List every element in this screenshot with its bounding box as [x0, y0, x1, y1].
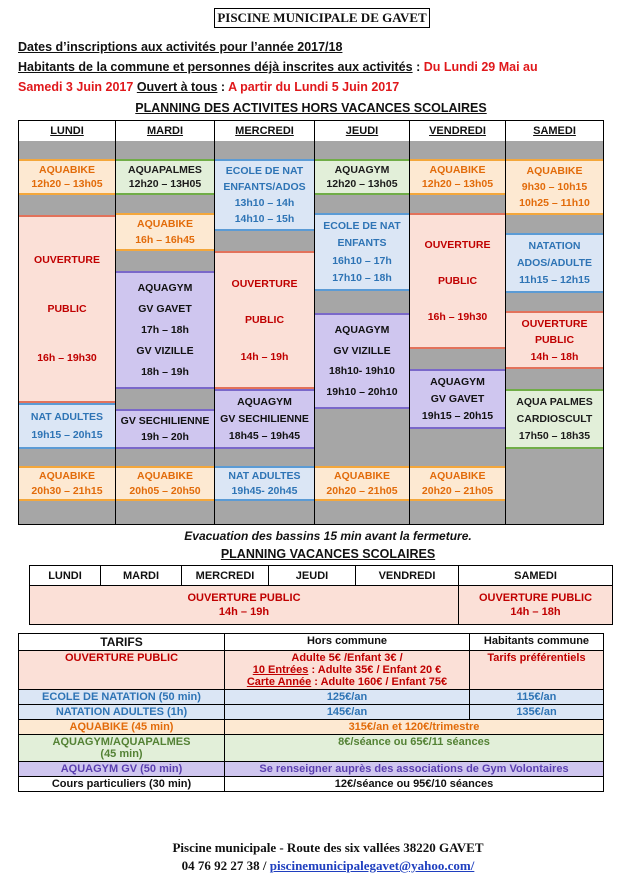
day-column-mardi: [116, 121, 215, 524]
activity-block: [19, 215, 115, 403]
closed-slot: [410, 349, 505, 369]
closed-slot: [19, 501, 115, 524]
tarif-label: ECOLE DE NATATION (50 min): [19, 690, 225, 705]
activity-text: PUBLIC: [244, 314, 285, 326]
activity-block: [215, 466, 314, 501]
tarif-label: Cours particuliers (30 min): [19, 777, 225, 792]
activity-text: ECOLE DE NAT: [225, 165, 304, 177]
activity-text: 14h – 19h: [240, 350, 289, 363]
day-header-vendredi: VENDREDI: [410, 121, 505, 142]
activity-text: AQUABIKE: [38, 163, 95, 176]
tarif-row: [19, 690, 604, 705]
activity-text: 19h10 – 20h10: [326, 386, 398, 399]
activity-block: [410, 466, 505, 501]
activity-block: [506, 311, 603, 369]
activity-text: NAT ADULTES: [228, 470, 301, 483]
day-header-lundi: LUNDI: [19, 121, 115, 142]
closed-slot: [315, 195, 409, 213]
activity-block: [19, 159, 115, 195]
activity-text: ECOLE DE NAT: [323, 220, 401, 233]
activity-text: AQUABIKE: [136, 218, 193, 231]
tarif-hors-commune: 145€/an: [225, 705, 470, 720]
closed-slot: [506, 293, 603, 311]
activity-block: [116, 466, 214, 501]
activity-text: 17h10 – 18h: [332, 271, 392, 284]
day-header-jeudi: JEUDI: [315, 121, 409, 142]
closed-slot: [410, 141, 505, 159]
tarif-label: AQUAGYM/AQUAPALMES (45 min): [19, 735, 225, 762]
activity-block: [116, 409, 214, 449]
day-column-samedi: [506, 121, 603, 524]
vac-day-samedi: SAMEDI: [459, 566, 613, 586]
activity-text: AQUABIKE: [38, 470, 95, 483]
activity-text: PUBLIC: [534, 334, 575, 346]
hors-commune-header: Hors commune: [225, 634, 470, 651]
activity-text: ENFANTS: [337, 237, 387, 250]
tarifs-header: TARIFS: [19, 634, 225, 651]
activity-block: [315, 466, 409, 501]
closed-slot: [315, 141, 409, 159]
activity-text: 16h – 19h30: [37, 352, 97, 364]
vacances-table: [29, 565, 613, 625]
activity-text: GV VIZILLE: [333, 344, 391, 357]
activity-block: [215, 251, 314, 389]
activity-text: AQUABIKE: [429, 163, 486, 176]
closed-slot: [506, 449, 603, 466]
tarif-hors-commune: 125€/an: [225, 690, 470, 705]
closed-slot: [19, 195, 115, 209]
activity-text: AQUAGYM: [334, 323, 390, 336]
activity-text: 19h – 20h: [141, 431, 189, 443]
activity-text: PUBLIC: [47, 303, 87, 315]
email-link[interactable]: piscinemunicipalegavet@yahoo.com/: [269, 858, 475, 873]
closed-slot: [215, 501, 314, 524]
closed-slot: [315, 409, 409, 466]
activity-block: [315, 159, 409, 195]
activity-text: NATATION: [528, 240, 581, 252]
activity-text: 17h50 – 18h35: [518, 430, 591, 442]
footer-contact: 04 76 92 27 38 / piscinemunicipalegavet@yahoo.com/: [181, 858, 475, 873]
vac-day-jeudi: JEUDI: [269, 566, 356, 586]
activity-block: [19, 466, 115, 501]
activity-text: 19h15 – 20h15: [31, 429, 103, 441]
activity-text: 20h05 – 20h50: [129, 484, 201, 497]
closed-slot: [19, 449, 115, 466]
tarif-habitants: Tarifs préférentiels: [470, 651, 604, 690]
tarif-row: [19, 777, 604, 792]
activity-text: OUVERTURE: [424, 239, 491, 251]
activity-text: 12h20 – 13h05: [421, 178, 494, 191]
registration-all-line: Samedi 3 Juin 2017 Ouvert à tous : A partir du Lundi 5 Juin 2017: [18, 80, 400, 94]
activity-block: [410, 159, 505, 195]
tarif-label: OUVERTURE PUBLIC: [19, 651, 225, 690]
tarif-price: 8€/séance ou 65€/11 séances: [225, 735, 604, 762]
activity-text: 18h10- 19h10: [329, 365, 395, 378]
closed-slot: [215, 141, 314, 159]
activity-text: 12h20 – 13h05: [326, 178, 398, 191]
tarif-row: [19, 735, 604, 762]
activity-text: 10h25 – 11h10: [519, 197, 590, 209]
tarif-row: [19, 651, 604, 690]
activity-text: CARDIOSCULT: [516, 413, 593, 425]
habitants-commune-header: Habitants commune: [470, 634, 604, 651]
vac-weekday-opening: OUVERTURE PUBLIC 14h – 19h: [30, 586, 459, 625]
activity-text: AQUAPALMES: [128, 163, 202, 176]
activity-text: 16h – 16h45: [135, 233, 195, 246]
page-title: PISCINE MUNICIPALE DE GAVET: [214, 8, 430, 28]
evacuation-note: Evacuation des bassins 15 min avant la fermeture.: [184, 529, 472, 543]
tarif-label: AQUAGYM GV (50 min): [19, 762, 225, 777]
activity-text: GV GAVET: [138, 303, 192, 315]
activity-text: 9h30 – 10h15: [521, 181, 588, 193]
closed-slot: [506, 215, 603, 233]
activity-block: [19, 403, 115, 449]
activity-text: 12h20 – 13h05: [31, 178, 103, 191]
tarif-hors-commune: Adulte 5€ /Enfant 3€ / 10 Entrées : Adulte 35€ / Enfant 20 € Carte Année : Adulte 160€ / Enfant 75€: [225, 651, 470, 690]
vac-day-lundi: LUNDI: [30, 566, 101, 586]
closed-slot: [116, 449, 214, 466]
activity-block: [506, 233, 603, 293]
tarif-price: Se renseigner auprès des associations de Gym Volontaires: [225, 762, 604, 777]
activity-text: AQUABIKE: [136, 470, 193, 483]
activity-text: 16h10 – 17h: [332, 254, 392, 267]
activity-text: ADOS/ADULTE: [516, 257, 593, 269]
activity-text: GV SECHILIENNE: [120, 415, 210, 427]
planning-title: PLANNING DES ACTIVITES HORS VACANCES SCOLAIRES: [135, 101, 487, 115]
activity-block: [116, 159, 214, 195]
activity-text: 19h45- 20h45: [231, 484, 298, 497]
activity-block: [215, 389, 314, 449]
activity-text: GV GAVET: [430, 393, 485, 405]
activity-text: 20h30 – 21h15: [31, 484, 103, 497]
activity-text: 14h10 – 15h: [234, 213, 295, 225]
activity-text: AQUABIKE: [429, 470, 486, 483]
vacances-title: PLANNING VACANCES SCOLAIRES: [220, 547, 436, 561]
closed-slot: [19, 141, 115, 159]
activity-text: 17h – 18h: [141, 324, 189, 336]
tarif-habitants: 115€/an: [470, 690, 604, 705]
activity-text: NAT ADULTES: [30, 411, 104, 423]
registration-residents-line: Habitants de la commune et personnes déjà inscrites aux activités : Du Lundi 29 Mai au: [18, 60, 538, 74]
closed-slot: [315, 291, 409, 313]
tarif-price: 12€/séance ou 95€/10 séances: [225, 777, 604, 792]
activity-text: 18h45 – 19h45: [228, 430, 301, 442]
activity-text: OUVERTURE: [231, 277, 298, 290]
closed-slot: [116, 501, 214, 524]
activity-block: [506, 389, 603, 449]
schedule-grid: [18, 120, 604, 525]
activity-text: AQUAGYM: [237, 396, 292, 408]
tarifs-table: [18, 633, 604, 792]
activity-text: OUVERTURE: [34, 254, 100, 266]
activity-block: [315, 213, 409, 291]
activity-text: 12h20 – 13H05: [128, 178, 202, 191]
activity-text: AQUA PALMES: [516, 396, 593, 408]
activity-text: AQUABIKE: [526, 165, 583, 177]
activity-text: 16h – 19h30: [427, 311, 488, 323]
day-column-lundi: [19, 121, 116, 524]
closed-slot: [315, 501, 409, 524]
closed-slot: [506, 466, 603, 524]
tarif-habitants: 135€/an: [470, 705, 604, 720]
registration-dates-heading: Dates d’inscriptions aux activités pour l’année 2017/18: [18, 40, 343, 54]
day-header-mercredi: MERCREDI: [215, 121, 314, 142]
activity-text: 14h – 18h: [530, 350, 579, 363]
vac-day-mardi: MARDI: [101, 566, 182, 586]
activity-text: OUVERTURE: [521, 317, 588, 330]
activity-text: AQUABIKE: [333, 470, 390, 483]
vac-day-vendredi: VENDREDI: [356, 566, 459, 586]
activity-text: 19h15 – 20h15: [421, 410, 494, 422]
activity-text: AQUAGYM: [430, 376, 485, 388]
activity-block: [410, 213, 505, 349]
activity-block: [116, 271, 214, 389]
closed-slot: [116, 389, 214, 409]
footer-address: Piscine municipale - Route des six vallées 38220 GAVET: [172, 840, 484, 855]
closed-slot: [506, 369, 603, 389]
closed-slot: [116, 251, 214, 271]
tarif-row: [19, 762, 604, 777]
tarif-price: 315€/an et 120€/trimestre: [225, 720, 604, 735]
day-column-jeudi: [315, 121, 410, 524]
closed-slot: [215, 231, 314, 251]
activity-block: [116, 213, 214, 251]
closed-slot: [410, 429, 505, 466]
vac-day-mercredi: MERCREDI: [182, 566, 269, 586]
closed-slot: [410, 501, 505, 524]
activity-text: 18h – 19h: [141, 366, 189, 378]
activity-text: PUBLIC: [437, 275, 478, 287]
closed-slot: [116, 141, 214, 159]
day-column-vendredi: [410, 121, 506, 524]
tarif-row: [19, 705, 604, 720]
activity-text: AQUAGYM: [137, 282, 193, 294]
activity-block: [410, 369, 505, 429]
tarif-label: AQUABIKE (45 min): [19, 720, 225, 735]
tarif-row: [19, 720, 604, 735]
activity-block: [315, 313, 409, 409]
day-column-mercredi: [215, 121, 315, 524]
closed-slot: [506, 141, 603, 159]
tarif-label: NATATION ADULTES (1h): [19, 705, 225, 720]
activity-text: 13h10 – 14h: [234, 197, 295, 209]
day-header-samedi: SAMEDI: [506, 121, 603, 142]
activity-text: 11h15 – 12h15: [519, 274, 590, 286]
activity-block: [506, 159, 603, 215]
day-header-mardi: MARDI: [116, 121, 214, 142]
vac-saturday-opening: OUVERTURE PUBLIC 14h – 18h: [459, 586, 613, 625]
activity-block: [215, 159, 314, 231]
activity-text: AQUAGYM: [334, 163, 390, 176]
activity-text: 20h20 – 21h05: [421, 484, 494, 497]
closed-slot: [215, 449, 314, 466]
activity-text: GV VIZILLE: [136, 345, 194, 357]
activity-text: GV SECHILIENNE: [220, 413, 309, 425]
closed-slot: [410, 195, 505, 213]
activity-text: ENFANTS/ADOS: [223, 181, 306, 193]
closed-slot: [116, 195, 214, 213]
activity-text: 20h20 – 21h05: [326, 484, 398, 497]
